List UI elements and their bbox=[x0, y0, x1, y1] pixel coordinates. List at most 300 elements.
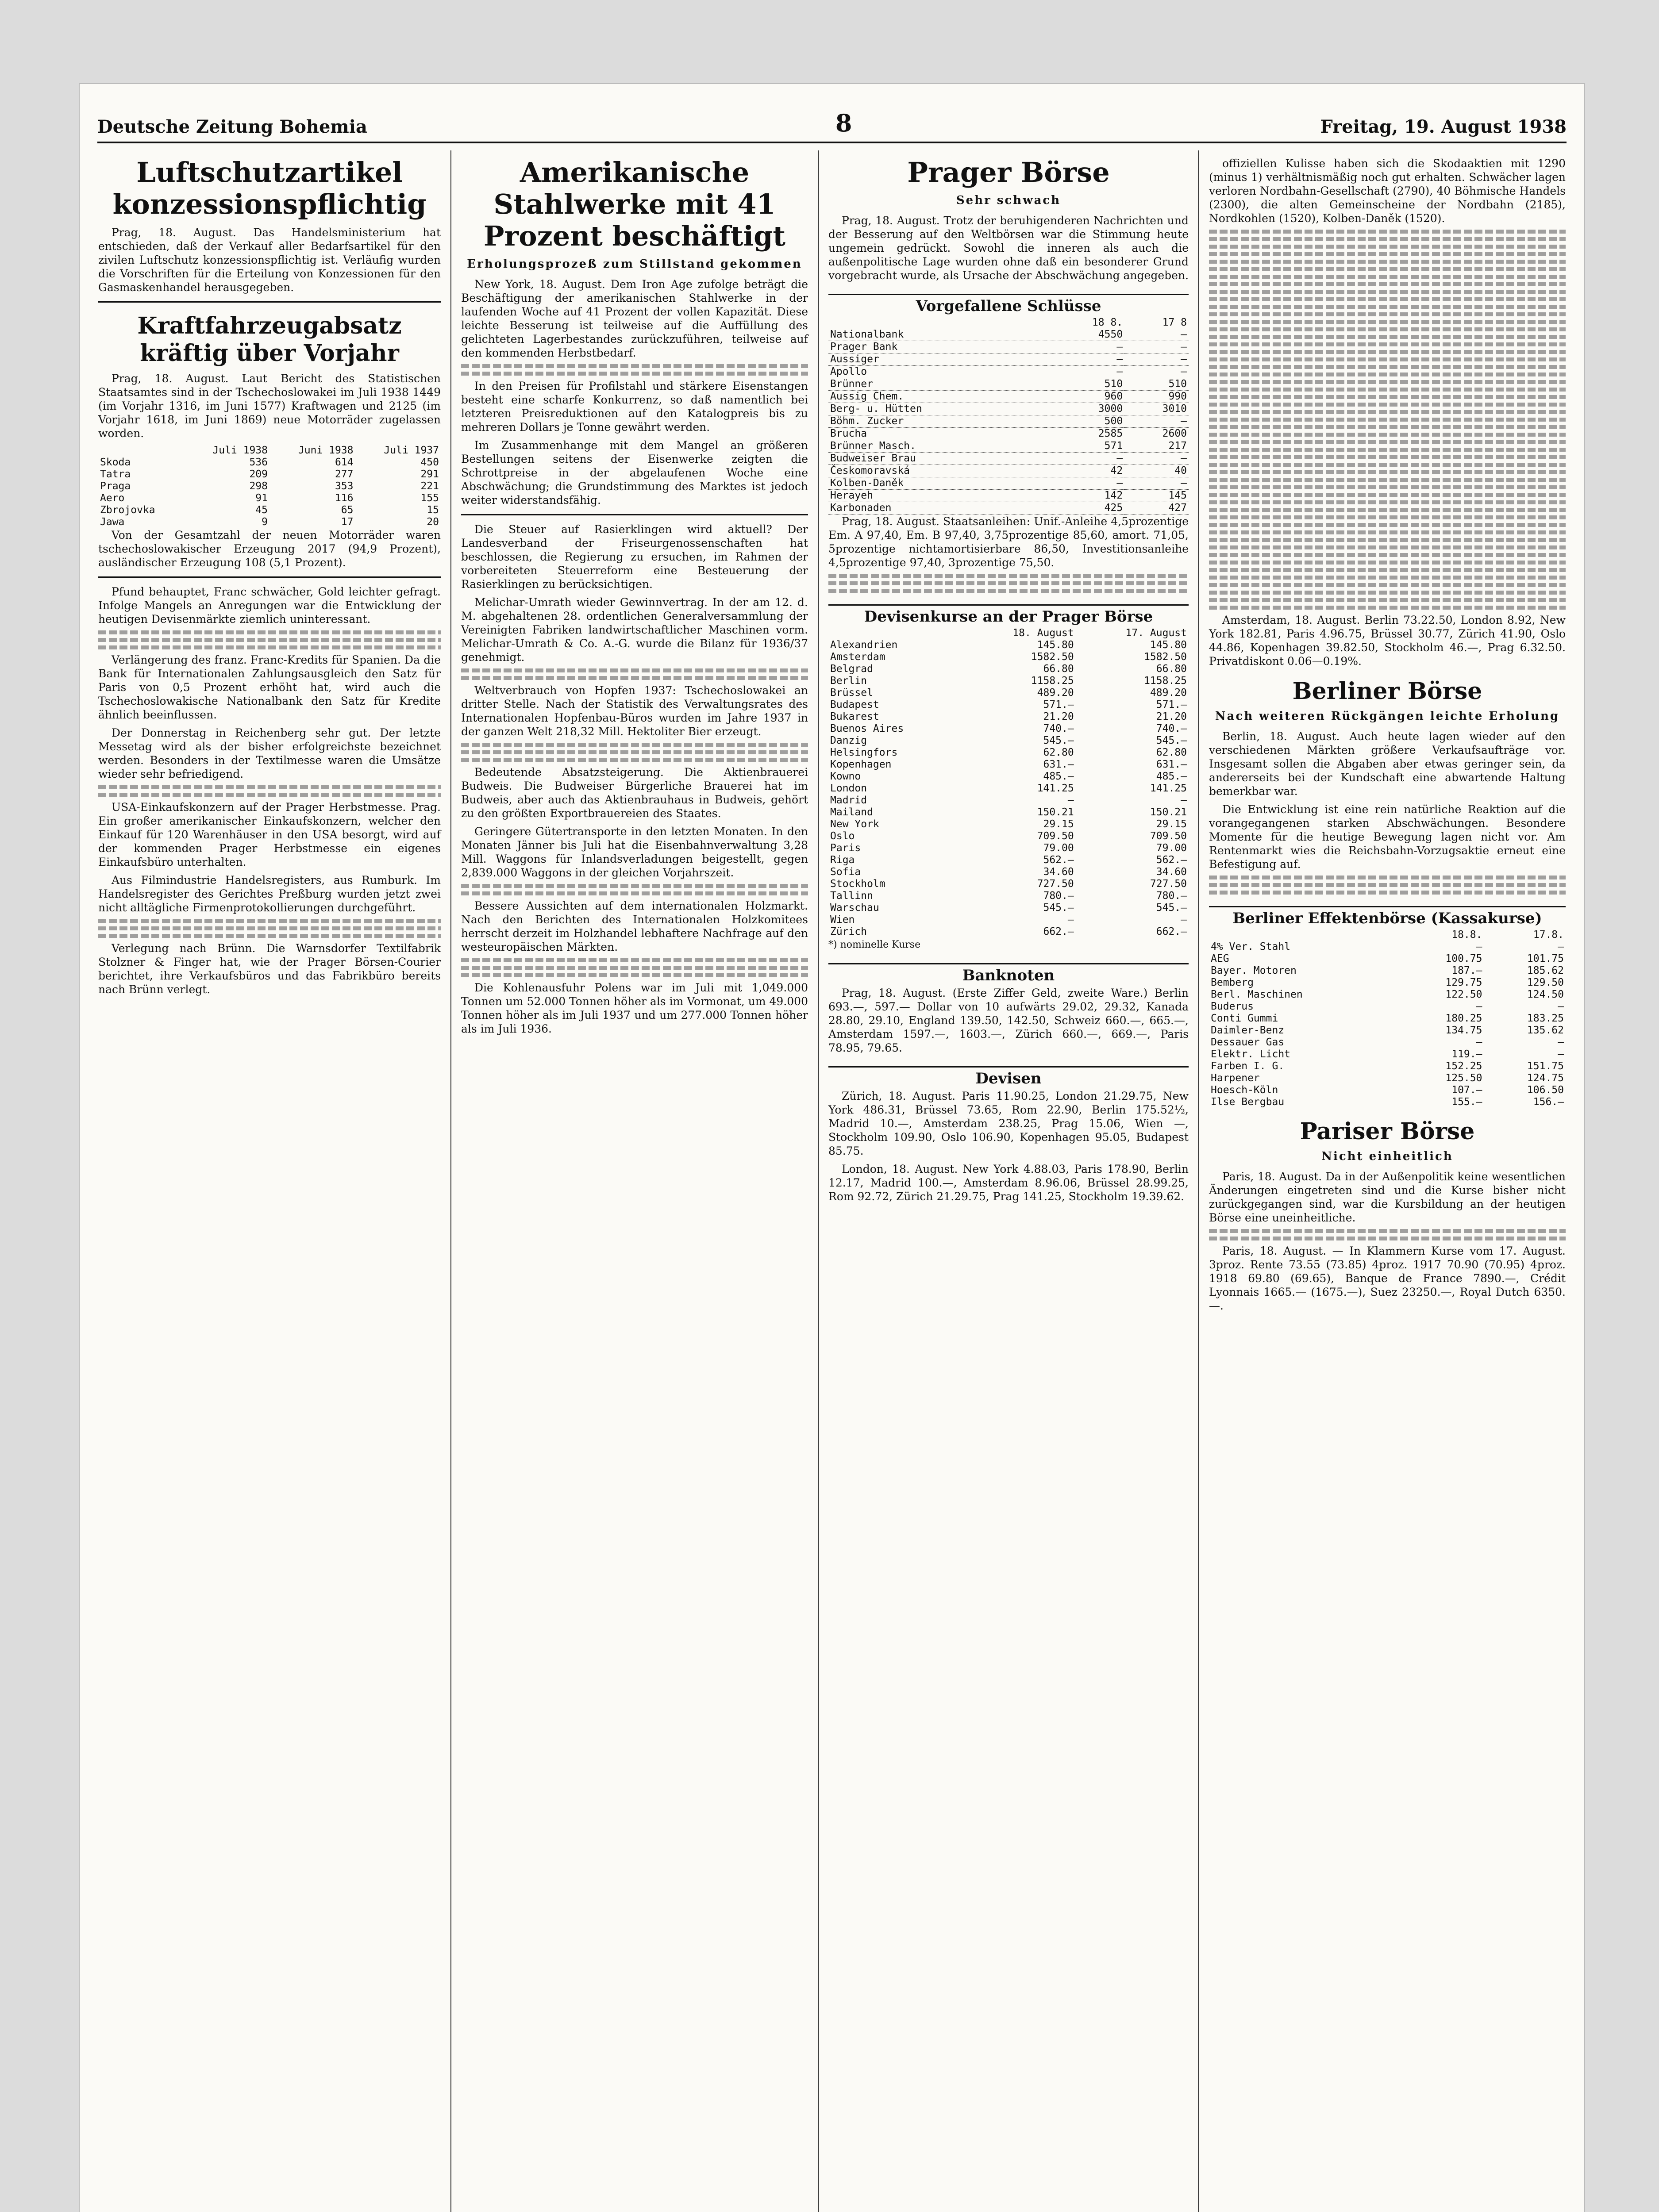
table-cell: 145.80 bbox=[1150, 639, 1187, 651]
article-hopfen: Weltverbrauch von Hopfen 1937: Tschechoslowakei an dritter Stelle. Nach der Statistik des Verwaltungsrates des Internationalen Hopfenbau-Büros wurden im Jahre 1937 in der ganzen Welt 218,32 Mill. Hektoliter Bier erzeugt. bbox=[461, 684, 808, 738]
text-block bbox=[98, 934, 441, 938]
table-cell: — bbox=[1116, 341, 1123, 353]
table-cell: Harpener bbox=[1211, 1072, 1260, 1084]
table-row bbox=[828, 866, 1189, 878]
newspaper-page bbox=[80, 84, 1584, 2212]
table-header-cell bbox=[1209, 929, 1402, 941]
table-cell: 79.00 bbox=[1156, 842, 1187, 854]
column-3 bbox=[819, 150, 1199, 2212]
table-cell: — bbox=[1181, 477, 1187, 489]
table-cell: Bukarest bbox=[830, 711, 879, 722]
table-row bbox=[1209, 1013, 1566, 1025]
table-cell: London bbox=[830, 783, 867, 794]
text-block bbox=[1209, 267, 1566, 271]
text-block bbox=[461, 668, 808, 672]
text-block bbox=[461, 966, 808, 970]
text-block bbox=[828, 581, 1189, 585]
page-number: 8 bbox=[835, 109, 852, 137]
article-brauerei: Bedeutende Absatzsteigerung. Die Aktienbrauerei Budweis. Die Budweiser Bürgerliche Brauerei hat im Budweis, aber auch das Aktienbrauhaus in Budweis, gehört zu den größten Exportbrauereien des Staates. bbox=[461, 766, 808, 820]
table-cell: 740.— bbox=[1043, 723, 1074, 734]
table-cell: 9 bbox=[262, 516, 268, 528]
text-block bbox=[1209, 320, 1566, 324]
table-row bbox=[1209, 1001, 1566, 1013]
text-block bbox=[1209, 583, 1566, 587]
column-1 bbox=[89, 150, 451, 2212]
table-cell: Warschau bbox=[830, 902, 879, 914]
table-cell: 151.75 bbox=[1527, 1060, 1564, 1072]
table-cell: Kolben-Daněk bbox=[830, 477, 904, 489]
table-cell: Brünner bbox=[830, 378, 873, 390]
text-block bbox=[1209, 553, 1566, 557]
text-block bbox=[461, 743, 808, 747]
text-block bbox=[1209, 883, 1566, 887]
article-franc-kredit: Verlängerung des franz. Franc-Kredits für Spanien. Da die Bank für Internationalen Zahlungsausgleich den Satz für Paris von 0,5 Prozent erhöht hat, wird auch die Tschechoslowakische Nationalbank den Satz für Kredite ähnlich beeinflussen. bbox=[98, 653, 441, 721]
article-filmindustrie: Aus Filmindustrie Handelsregisters, aus Rumburk. Im Handelsregister des Gerichtes Preßburg wurden jetzt zwei nicht alltägliche Firmenprotokollierungen durchgeführt. bbox=[98, 874, 441, 914]
table-row bbox=[828, 663, 1189, 675]
table-cell: Bayer. Motoren bbox=[1211, 965, 1297, 976]
text-block bbox=[1209, 230, 1566, 234]
table-cell: 65 bbox=[341, 504, 354, 516]
table-row bbox=[1209, 953, 1566, 965]
table-cell: Apollo bbox=[830, 366, 867, 377]
text-block bbox=[1209, 440, 1566, 444]
table-cell: 571 bbox=[1104, 440, 1123, 452]
text-block bbox=[828, 574, 1189, 578]
table-cell: AEG bbox=[1211, 953, 1229, 964]
table-cell: Mailand bbox=[830, 806, 873, 818]
table-cell: Aussig Chem. bbox=[830, 391, 904, 402]
table-cell: Madrid bbox=[830, 795, 867, 806]
text-block bbox=[1209, 478, 1566, 482]
table-cell: Danzig bbox=[830, 735, 867, 746]
table-cell: 571.— bbox=[1156, 699, 1187, 710]
table-row bbox=[828, 366, 1189, 378]
table-cell: Berg- u. Hütten bbox=[830, 403, 922, 415]
text-block bbox=[461, 973, 808, 977]
table-cell: — bbox=[1181, 914, 1187, 926]
table-cell: 116 bbox=[335, 492, 354, 504]
table-cell: 545.— bbox=[1043, 735, 1074, 746]
table-row bbox=[828, 854, 1189, 866]
table-cell: 510 bbox=[1168, 378, 1187, 390]
table-cell: 79.00 bbox=[1043, 842, 1074, 854]
table-cell: 34.60 bbox=[1043, 866, 1074, 878]
table-cell: Brucha bbox=[830, 428, 867, 439]
article-profilstahl: In den Preisen für Profilstahl und stärkere Eisenstangen besteht eine scharfe Konkurrenz, so daß namentlich bei letzteren Preisreduktionen auf den Katalogpreis bis zu mehreren Dollars je Tonne gewährt werden. bbox=[461, 380, 808, 434]
article-holzmarkt: Bessere Aussichten auf dem internationalen Holzmarkt. Nach den Berichten des Internationalen Holzkomitees herrscht derzeit im Holzhandel lebhaftere Nachfrage auf den westeuropäischen Märkten. bbox=[461, 899, 808, 953]
article-luftschutz: Prag, 18. August. Das Handelsministerium hat entschieden, daß der Verkauf aller Bedarfsartikel für den zivilen Luftschutz konzessionspflichtig ist. Verläufig wurden die Vorschriften für die Erteilung von Konzessionen für den Gasmaskenhandel herausgegeben. bbox=[98, 226, 441, 294]
table-cell: 209 bbox=[249, 469, 268, 480]
table-cell: 291 bbox=[420, 469, 439, 480]
table-cell: — bbox=[1181, 415, 1187, 427]
text-block bbox=[98, 645, 441, 649]
table-cell: 129.50 bbox=[1527, 977, 1564, 988]
table-cell: Kopenhagen bbox=[830, 759, 892, 770]
text-block bbox=[1209, 260, 1566, 264]
table-row bbox=[828, 687, 1189, 699]
table-cell: 298 bbox=[249, 480, 268, 492]
table-row bbox=[98, 469, 441, 480]
table-cell: 631.— bbox=[1043, 759, 1074, 770]
text-block bbox=[1209, 598, 1566, 602]
table-header-cell: 18 8. bbox=[1092, 317, 1123, 328]
table-row bbox=[1209, 989, 1566, 1001]
stock-quotes-table bbox=[828, 317, 1189, 515]
table-cell: 66.80 bbox=[1043, 663, 1074, 675]
text-block bbox=[1209, 523, 1566, 527]
table-cell: Kowno bbox=[830, 771, 861, 782]
article-zuerich: Zürich, 18. August. Paris 11.90.25, London 21.29.75, New York 486.31, Brüssel 73.65, Rom 22.90, Berlin 175.52½, Madrid 10.—, Amsterdam 238.25, Prag 15.06, Wien —, Stockholm 109.90, Oslo 106.90, Kopenhagen 95.05, Budapest 85.75. bbox=[828, 1090, 1189, 1157]
text-block bbox=[1209, 290, 1566, 294]
text-block bbox=[1209, 252, 1566, 256]
text-block bbox=[1209, 1237, 1566, 1240]
text-block bbox=[1209, 282, 1566, 286]
headline-schluesse: Vorgefallene Schlüsse bbox=[828, 294, 1189, 313]
table-cell: 217 bbox=[1168, 440, 1187, 452]
table-cell: 740.— bbox=[1156, 723, 1187, 734]
table-cell: 20 bbox=[427, 516, 439, 528]
text-block bbox=[1209, 297, 1566, 301]
text-block bbox=[1209, 576, 1566, 580]
text-block bbox=[98, 638, 441, 642]
text-block bbox=[1209, 365, 1566, 369]
text-block bbox=[1209, 395, 1566, 399]
table-cell: — bbox=[1181, 795, 1187, 806]
table-row bbox=[828, 878, 1189, 890]
table-row bbox=[828, 415, 1189, 428]
table-cell: 662.— bbox=[1043, 926, 1074, 937]
table-cell: 145.80 bbox=[1037, 639, 1074, 651]
table-cell: 156.— bbox=[1533, 1096, 1564, 1108]
table-cell: Alexandrien bbox=[830, 639, 898, 651]
table-cell: 107.— bbox=[1451, 1084, 1482, 1096]
table-cell: 45 bbox=[255, 504, 268, 516]
table-cell: Prager Bank bbox=[830, 341, 898, 353]
table-cell: 545.— bbox=[1156, 902, 1187, 914]
table-cell: Tatra bbox=[100, 469, 131, 480]
table-cell: — bbox=[1116, 353, 1123, 365]
table-cell: 727.50 bbox=[1037, 878, 1074, 890]
table-cell: 614 bbox=[335, 457, 354, 468]
text-block bbox=[1209, 545, 1566, 549]
table-cell: 485.— bbox=[1156, 771, 1187, 782]
table-row bbox=[828, 795, 1189, 806]
table-cell: 155.— bbox=[1451, 1096, 1482, 1108]
table-cell: Budweiser Brau bbox=[830, 453, 916, 464]
table-row bbox=[828, 902, 1189, 914]
table-cell: 571.— bbox=[1043, 699, 1074, 710]
table-cell: Riga bbox=[830, 854, 855, 866]
text-block bbox=[1209, 606, 1566, 610]
table-cell: — bbox=[1558, 941, 1564, 952]
table-row bbox=[828, 747, 1189, 759]
paper-name: Deutsche Zeitung Bohemia bbox=[97, 116, 367, 137]
table-row bbox=[828, 329, 1189, 341]
table-cell: 780.— bbox=[1156, 890, 1187, 902]
table-cell: 155 bbox=[420, 492, 439, 504]
headline-kraftfahrzeug: Kraftfahrzeugabsatz kräftig über Vorjahr bbox=[137, 312, 402, 367]
text-block bbox=[1209, 237, 1566, 241]
car-registrations-table bbox=[98, 445, 441, 528]
table-cell: 485.— bbox=[1043, 771, 1074, 782]
table-cell: 960 bbox=[1104, 391, 1123, 402]
text-block bbox=[1209, 245, 1566, 249]
table-row bbox=[1209, 1084, 1566, 1096]
table-cell: 277 bbox=[335, 469, 354, 480]
text-block bbox=[461, 364, 808, 368]
table-cell: Nationalbank bbox=[830, 329, 904, 340]
table-cell: 562.— bbox=[1156, 854, 1187, 866]
divider bbox=[461, 514, 808, 515]
table-cell: 15 bbox=[427, 504, 439, 516]
table-cell: 34.60 bbox=[1156, 866, 1187, 878]
table-cell: 187.— bbox=[1451, 965, 1482, 976]
table-cell: 4550 bbox=[1098, 329, 1123, 340]
text-block bbox=[1209, 538, 1566, 542]
text-block bbox=[461, 676, 808, 680]
table-row bbox=[828, 428, 1189, 440]
article-bruenn: Verlegung nach Brünn. Die Warnsdorfer Textilfabrik Stolzner & Finger hat, wie der Prager Börsen-Courier berichtet, ihre Verkaufsbüros und das Fabrikbüro bereits nach Brünn verlegt. bbox=[98, 942, 441, 996]
table-cell: Belgrad bbox=[830, 663, 873, 675]
article-melichar: Melichar-Umrath wieder Gewinnvertrag. In der am 12. d. M. abgehaltenen 28. ordentlichen Generalversammlung der Vereinigten Fabriken landwirtschaftlicher Maschinen vorm. Melichar-Umrath & Co. A.-G. wurde die Bilanz für 1936/37 genehmigt. bbox=[461, 596, 808, 664]
table-cell: Budapest bbox=[830, 699, 879, 710]
table-cell: Zürich bbox=[830, 926, 867, 937]
table-cell: 100.75 bbox=[1445, 953, 1482, 964]
text-block bbox=[1209, 568, 1566, 572]
text-block bbox=[1209, 305, 1566, 309]
headline-stahlwerke: Amerikanische Stahlwerke mit 41 Prozent beschäftigt bbox=[483, 156, 786, 252]
table-cell: 780.— bbox=[1043, 890, 1074, 902]
text-block bbox=[1209, 312, 1566, 316]
footnote: *) nominelle Kurse bbox=[828, 939, 921, 950]
table-row bbox=[828, 735, 1189, 747]
table-cell: — bbox=[1558, 1001, 1564, 1012]
table-cell: Dessauer Gas bbox=[1211, 1037, 1285, 1048]
text-block bbox=[1209, 515, 1566, 519]
table-row bbox=[98, 492, 441, 504]
table-cell: 40 bbox=[1174, 465, 1187, 476]
table-cell: 142 bbox=[1104, 490, 1123, 501]
table-header-cell: 17. August bbox=[1125, 627, 1187, 639]
table-row bbox=[828, 353, 1189, 366]
subheadline-stahlwerke: Erholungsprozeß zum Stillstand gekommen bbox=[467, 257, 802, 271]
table-cell: Oslo bbox=[830, 830, 855, 842]
text-block bbox=[461, 372, 808, 376]
table-row bbox=[1209, 977, 1566, 989]
table-cell: 545.— bbox=[1156, 735, 1187, 746]
table-cell: 29.15 bbox=[1043, 818, 1074, 830]
table-row bbox=[828, 465, 1189, 477]
text-block bbox=[1209, 561, 1566, 565]
table-cell: Českomoravská bbox=[830, 465, 910, 476]
table-row bbox=[828, 453, 1189, 465]
table-row bbox=[98, 516, 441, 528]
headline-devisenkurse: Devisenkurse an der Prager Börse bbox=[828, 604, 1189, 624]
table-row bbox=[828, 723, 1189, 735]
table-cell: 727.50 bbox=[1150, 878, 1187, 890]
table-cell: 66.80 bbox=[1156, 663, 1187, 675]
table-cell: 21.20 bbox=[1043, 711, 1074, 722]
table-header-row bbox=[828, 627, 1189, 639]
table-row bbox=[1209, 1060, 1566, 1072]
text-block bbox=[1209, 448, 1566, 452]
table-cell: — bbox=[1558, 1048, 1564, 1060]
table-cell: — bbox=[1116, 453, 1123, 464]
article-berliner-entwicklung: Die Entwicklung ist eine rein natürliche Reaktion auf die vorangegangenen starken Abschwächungen. Besondere Momente für die heutige Bewegung lagen nicht vor. Am Rentenmarkt wies die Reichsbahn-Vorzugsaktie erneut eine Befestigung auf. bbox=[1209, 803, 1566, 871]
table-row bbox=[1209, 965, 1566, 977]
text-block bbox=[98, 785, 441, 789]
table-cell: 510 bbox=[1104, 378, 1123, 390]
text-block bbox=[98, 926, 441, 930]
table-cell: Wien bbox=[830, 914, 855, 926]
text-block bbox=[1209, 350, 1566, 354]
table-cell: Karbonaden bbox=[830, 502, 892, 514]
article-guetertransporte: Geringere Gütertransporte in den letzten Monaten. In den Monaten Jänner bis Juli hat die Eisenbahnverwaltung 3,28 Mill. Waggons für Inlandsverladungen beigestellt, gegen 2,839.000 Waggons in der gleichen Vorjahrszeit. bbox=[461, 825, 808, 879]
text-block bbox=[1209, 530, 1566, 534]
table-cell: Daimler-Benz bbox=[1211, 1025, 1285, 1036]
table-cell: 450 bbox=[420, 457, 439, 468]
article-prager-boerse: Prag, 18. August. Trotz der beruhigenderen Nachrichten und der Besserung auf den Weltbörsen war die Stimmung heute ungemein gedrückt. Sowohl die inneren als auch die außenpolitische Lage wurden ohne daß ein besonderer Grund vorgebracht wurde, als Ursache der Abschwächung angegeben. bbox=[828, 214, 1189, 282]
table-cell: Böhm. Zucker bbox=[830, 415, 904, 427]
table-header-cell: 18. August bbox=[1012, 627, 1074, 639]
article-motorraeder: Von der Gesamtzahl der neuen Motorräder waren tschechoslowakischer Erzeugung 2017 (94,9 Prozent), ausländischer Erzeugung 108 (5,1 Prozent). bbox=[98, 529, 441, 569]
table-cell: — bbox=[1181, 329, 1187, 340]
table-cell: 141.25 bbox=[1037, 783, 1074, 794]
table-row bbox=[828, 783, 1189, 795]
table-cell: 500 bbox=[1104, 415, 1123, 427]
column-4 bbox=[1199, 150, 1575, 2212]
text-block bbox=[1209, 388, 1566, 392]
table-cell: 1158.25 bbox=[1031, 675, 1074, 687]
table-cell: Berl. Maschinen bbox=[1211, 989, 1303, 1000]
text-block bbox=[1209, 455, 1566, 459]
text-block bbox=[1209, 335, 1566, 339]
exchange-rates-table bbox=[828, 627, 1189, 938]
table-cell: 2585 bbox=[1098, 428, 1123, 439]
table-cell: 62.80 bbox=[1156, 747, 1187, 758]
table-cell: Aero bbox=[100, 492, 125, 504]
table-row bbox=[828, 842, 1189, 854]
table-row bbox=[828, 477, 1189, 490]
table-cell: 4% Ver. Stahl bbox=[1211, 941, 1291, 952]
table-cell: — bbox=[1181, 366, 1187, 377]
table-cell: — bbox=[1181, 341, 1187, 353]
table-row bbox=[828, 490, 1189, 502]
text-block bbox=[1209, 508, 1566, 512]
article-stahlwerke: New York, 18. August. Dem Iron Age zufolge beträgt die Beschäftigung der amerikanischen Stahlwerke in der laufenden Woche auf 41 Prozent der vollen Kapazität. Diese leichte Besserung ist teilweise auf die Auffüllung des gelichteten Lagerbestandes zurückzuführen, teilweise auf den kommenden Herbstbedarf. bbox=[461, 278, 808, 359]
text-block bbox=[1209, 463, 1566, 467]
table-header-cell bbox=[828, 317, 1047, 329]
table-cell: 990 bbox=[1168, 391, 1187, 402]
headline-devisen: Devisen bbox=[828, 1066, 1189, 1086]
table-cell: 489.20 bbox=[1037, 687, 1074, 699]
table-row bbox=[828, 806, 1189, 818]
text-block bbox=[98, 793, 441, 797]
table-cell: 119.— bbox=[1451, 1048, 1482, 1060]
headline-banknoten: Banknoten bbox=[828, 963, 1189, 983]
table-header-cell: 17 8 bbox=[1162, 317, 1187, 328]
table-cell: — bbox=[1181, 353, 1187, 365]
text-block bbox=[1209, 1229, 1566, 1233]
article-pariser-boerse: Paris, 18. August. Da in der Außenpolitik keine wesentlichen Änderungen eingetreten sind und die Kurse bisher nicht zurückgegangen sind, war die Kursbildung an der heutigen Börse eine uneinheitliche. bbox=[1209, 1170, 1566, 1224]
table-header-cell: Juni 1938 bbox=[298, 445, 354, 456]
table-cell: Amsterdam bbox=[830, 651, 885, 663]
table-cell: — bbox=[1067, 914, 1074, 926]
table-cell: 141.25 bbox=[1150, 783, 1187, 794]
article-schrottpreise: Im Zusammenhange mit dem Mangel an größeren Bestellungen seitens der Eisenwerke zeigten die Schrottpreise in der abgelaufenen Woche eine Abschwächung; die Grundstimmung des Marktes ist jedoch weiter widerstandsfähig. bbox=[461, 439, 808, 507]
text-block bbox=[461, 750, 808, 754]
table-cell: Elektr. Licht bbox=[1211, 1048, 1291, 1060]
table-cell: 1158.25 bbox=[1144, 675, 1187, 687]
table-cell: 2600 bbox=[1162, 428, 1187, 439]
headline-prager-boerse: Prager Börse bbox=[907, 156, 1110, 188]
article-rasierklingen: Die Steuer auf Rasierklingen wird aktuell? Der Landesverband der Friseurgenossenschaften hat beschlossen, die Regierung zu ersuchen, im Rahmen der vorbereiteten Steuerreform eine Besteuerung der Rasierklingen zu berücksichtigen. bbox=[461, 523, 808, 591]
table-cell: 62.80 bbox=[1043, 747, 1074, 758]
table-cell: Herayeh bbox=[830, 490, 873, 501]
table-cell: 91 bbox=[255, 492, 268, 504]
table-cell: 221 bbox=[420, 480, 439, 492]
table-row bbox=[828, 711, 1189, 723]
article-kraftfahrzeug: Prag, 18. August. Laut Bericht des Statistischen Staatsamtes sind in der Tschechoslowakei im Juli 1938 1449 (im Vorjahr 1316, im Juni 1577) Kraftwagen und 2125 (im Vorjahr 1618, im Juni 1869) neue Motorräder zugelassen worden. bbox=[98, 372, 441, 440]
headline-pariser-boerse: Pariser Börse bbox=[1300, 1118, 1475, 1145]
table-row bbox=[828, 651, 1189, 663]
table-cell: Sofia bbox=[830, 866, 861, 878]
table-cell: 3000 bbox=[1098, 403, 1123, 415]
text-block bbox=[1209, 891, 1566, 895]
table-cell: 427 bbox=[1168, 502, 1187, 514]
table-row bbox=[828, 341, 1189, 353]
text-block bbox=[1209, 357, 1566, 361]
table-cell: — bbox=[1558, 1037, 1564, 1048]
berlin-stocks-table bbox=[1209, 929, 1566, 1108]
table-cell: 21.20 bbox=[1156, 711, 1187, 722]
text-block bbox=[1209, 425, 1566, 429]
table-cell: Hoesch-Köln bbox=[1211, 1084, 1278, 1096]
headline-luftschutz: Luftschutzartikel konzessionspflichtig bbox=[112, 156, 427, 220]
table-cell: — bbox=[1116, 477, 1123, 489]
table-cell: — bbox=[1476, 941, 1482, 952]
text-block bbox=[98, 630, 441, 634]
table-row bbox=[828, 771, 1189, 783]
subheadline-pariser-boerse: Nicht einheitlich bbox=[1321, 1150, 1453, 1163]
table-cell: 145 bbox=[1168, 490, 1187, 501]
text-block bbox=[1209, 418, 1566, 422]
table-row bbox=[828, 890, 1189, 902]
table-row bbox=[1209, 1048, 1566, 1060]
text-block bbox=[1209, 327, 1566, 331]
table-cell: Ilse Bergbau bbox=[1211, 1096, 1285, 1108]
table-cell: 150.21 bbox=[1037, 806, 1074, 818]
table-cell: Tallinn bbox=[830, 890, 873, 902]
table-cell: 124.75 bbox=[1527, 1072, 1564, 1084]
headline-effektenboerse: Berliner Effektenbörse (Kassakurse) bbox=[1209, 906, 1566, 926]
article-pfund: Pfund behauptet, Franc schwächer, Gold leichter gefragt. Infolge Mangels an Anregungen war die Entwicklung der heutigen Devisenmärkte ziemlich uninteressant. bbox=[98, 585, 441, 626]
table-cell: 536 bbox=[249, 457, 268, 468]
table-cell: Conti Gummi bbox=[1211, 1013, 1278, 1024]
table-header-row bbox=[1209, 929, 1566, 941]
text-block bbox=[1209, 433, 1566, 437]
table-row bbox=[828, 378, 1189, 391]
table-cell: Bemberg bbox=[1211, 977, 1254, 988]
table-row bbox=[1209, 1096, 1566, 1108]
article-berliner-boerse: Berlin, 18. August. Auch heute lagen wieder auf den verschiedenen Märkten größere Verkaufsaufträge vor. Insgesamt sollen die Abgaben aber etwas geringer sein, da andererseits bei der Kundschaft eine abwartende Haltung bemerkbar war. bbox=[1209, 730, 1566, 798]
table-cell: Berlin bbox=[830, 675, 867, 687]
table-cell: Brüssel bbox=[830, 687, 873, 699]
table-cell: 124.50 bbox=[1527, 989, 1564, 1000]
table-cell: New York bbox=[830, 818, 879, 830]
article-banknoten: Prag, 18. August. (Erste Ziffer Geld, zweite Ware.) Berlin 693.—, 597.— Dollar von 10 aufwärts 29.02, 29.32, Kanada 28.80, 29.10, England 139.50, 142.50, Schweiz 660.—, 665.—, Amsterdam 1597.—, 1603.—, Zürich 660.—, 669.—, Paris 78.95, 79.65. bbox=[828, 987, 1189, 1054]
table-cell: Zbrojovka bbox=[100, 504, 155, 516]
